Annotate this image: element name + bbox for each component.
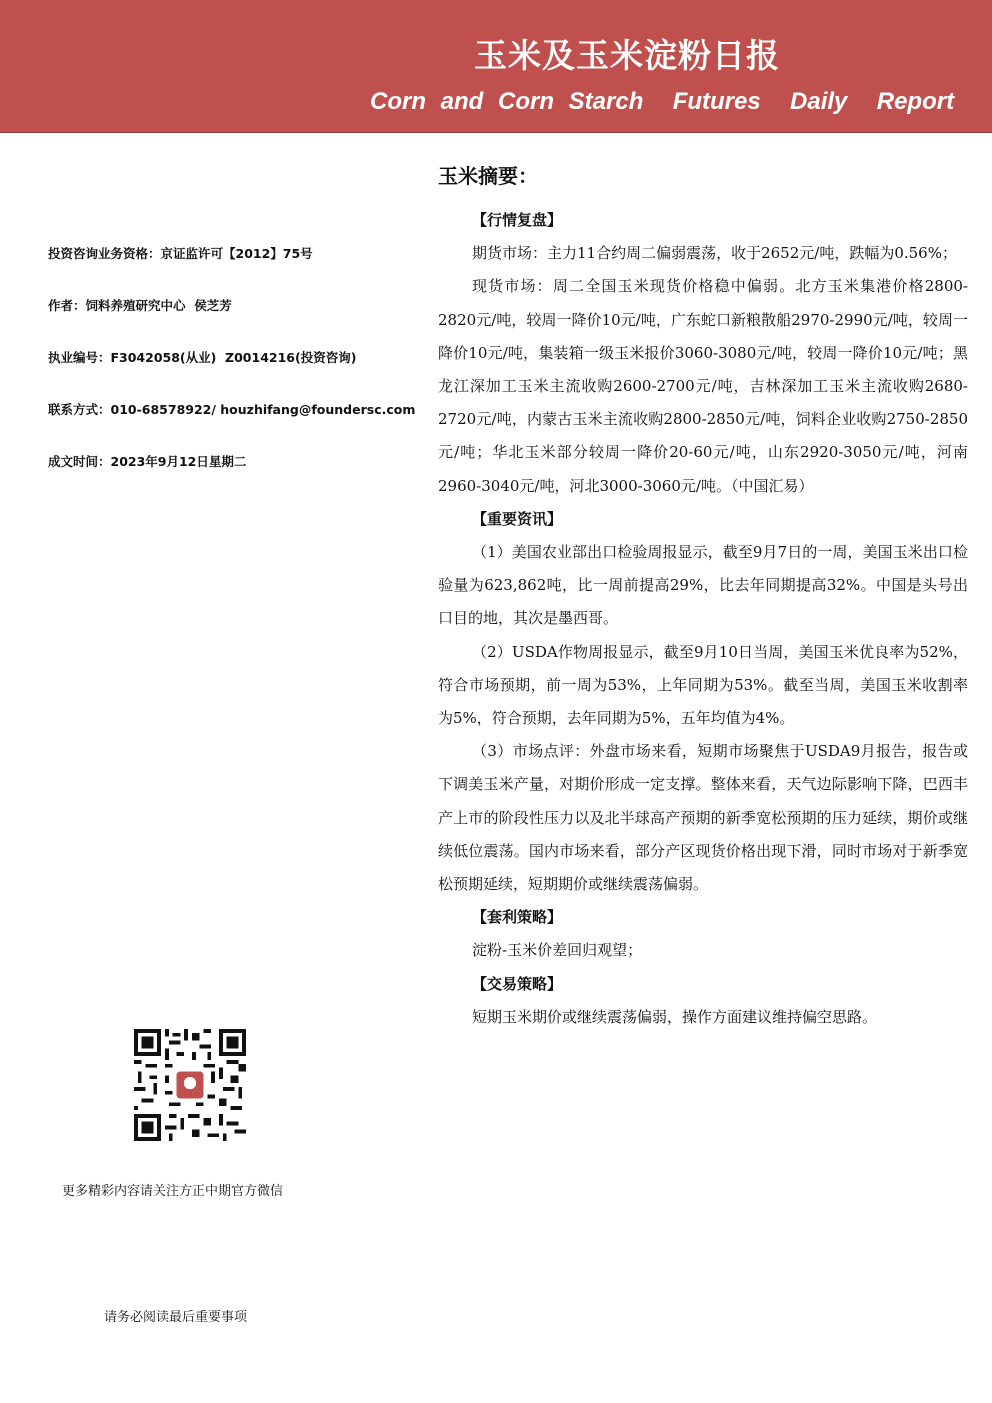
author-text: 作者：饲料养殖研究中心 侯芝芳 <box>48 298 232 313</box>
report-title-cn: 玉米及玉米淀粉日报 <box>474 36 780 75</box>
news-item: （3）市场点评：外盘市场来看，短期市场聚焦于USDA9月报告，报告或下调美玉米产量，对期价形成一定支撑。整体来看，天气边际影响下降，巴西丰产上市的阶段性压力以及北半球高产预期的新季宽松预期的压力延续，期价或继续低位震荡。国内市场来看，部分产区现货价格出现下滑，同时市场对于新季宽松预期延续，短期期价或继续震荡偏弱。 <box>438 742 968 894</box>
date-text: 成文时间：2023年9月12日星期二 <box>48 454 247 469</box>
contact-text: 联系方式：010-68578922/ houzhifang@foundersc.com <box>48 402 416 417</box>
news-item: （1）美国农业部出口检验周报显示，截至9月7日的一周，美国玉米出口检验量为623,862吨，比一周前提高29%，比去年同期提高32%。中国是头号出口目的地，其次是墨西哥。 <box>438 543 968 628</box>
trading-text: 短期玉米期价或继续震荡偏弱，操作方面建议维持偏空思路。 <box>472 1007 878 1026</box>
trading-heading: 【交易策略】 <box>472 974 563 993</box>
qualification-text: 投资咨询业务资格：京证监许可【2012】75号 <box>48 246 313 261</box>
header-banner <box>0 0 992 133</box>
disclaimer-note: 请务必阅读最后重要事项 <box>104 1310 248 1325</box>
wechat-qr-code <box>134 1029 246 1141</box>
arbitrage-heading: 【套利策略】 <box>472 908 563 927</box>
author-meta <box>48 244 428 504</box>
news-heading: 【重要资讯】 <box>472 509 563 528</box>
summary-heading: 玉米摘要： <box>438 164 538 188</box>
news-item: （2）USDA作物周报显示，截至9月10日当周，美国玉米优良率为52%，符合市场预期，前一周为53%，上年同期为53%。截至当周，美国玉米收割率为5%，符合预期，去年同期为5%，五年均值为4%。 <box>438 642 968 728</box>
futures-paragraph: 期货市场：主力11合约周二偏弱震荡，收于2652元/吨，跌幅为0.56%； <box>472 244 957 263</box>
market-review-heading: 【行情复盘】 <box>472 211 563 229</box>
summary-body <box>438 204 968 1034</box>
license-text: 执业编号：F3042058(从业) Z0014216(投资咨询) <box>48 350 357 365</box>
report-title-en: Corn and Corn Starch Futures Daily Report <box>370 88 955 115</box>
arbitrage-text: 淀粉-玉米价差回归观望； <box>472 941 643 960</box>
qr-caption: 更多精彩内容请关注方正中期官方微信 <box>62 1184 284 1199</box>
spot-paragraph: 现货市场：周二全国玉米现货价格稳中偏弱。北方玉米集港价格2800-2820元/吨，较周一降价10元/吨，广东蛇口新粮散船2970-2990元/吨，较周一降价10元/吨，集装箱一级玉米报价3060-3080元/吨，较周一降价10元/吨；黑龙江深加工玉米主流收购2600-2700元/吨，吉林深加工玉米主流收购2680-2720元/吨，内蒙古玉米主流收购2800-2850元/吨，饲料企业收购2750-2850元/吨；华北玉米部分较周一降价20-60元/吨，山东2920-3050元/吨，河南2960-3040元/吨，河北3000-3060元/吨。（中国汇易） <box>438 277 968 495</box>
